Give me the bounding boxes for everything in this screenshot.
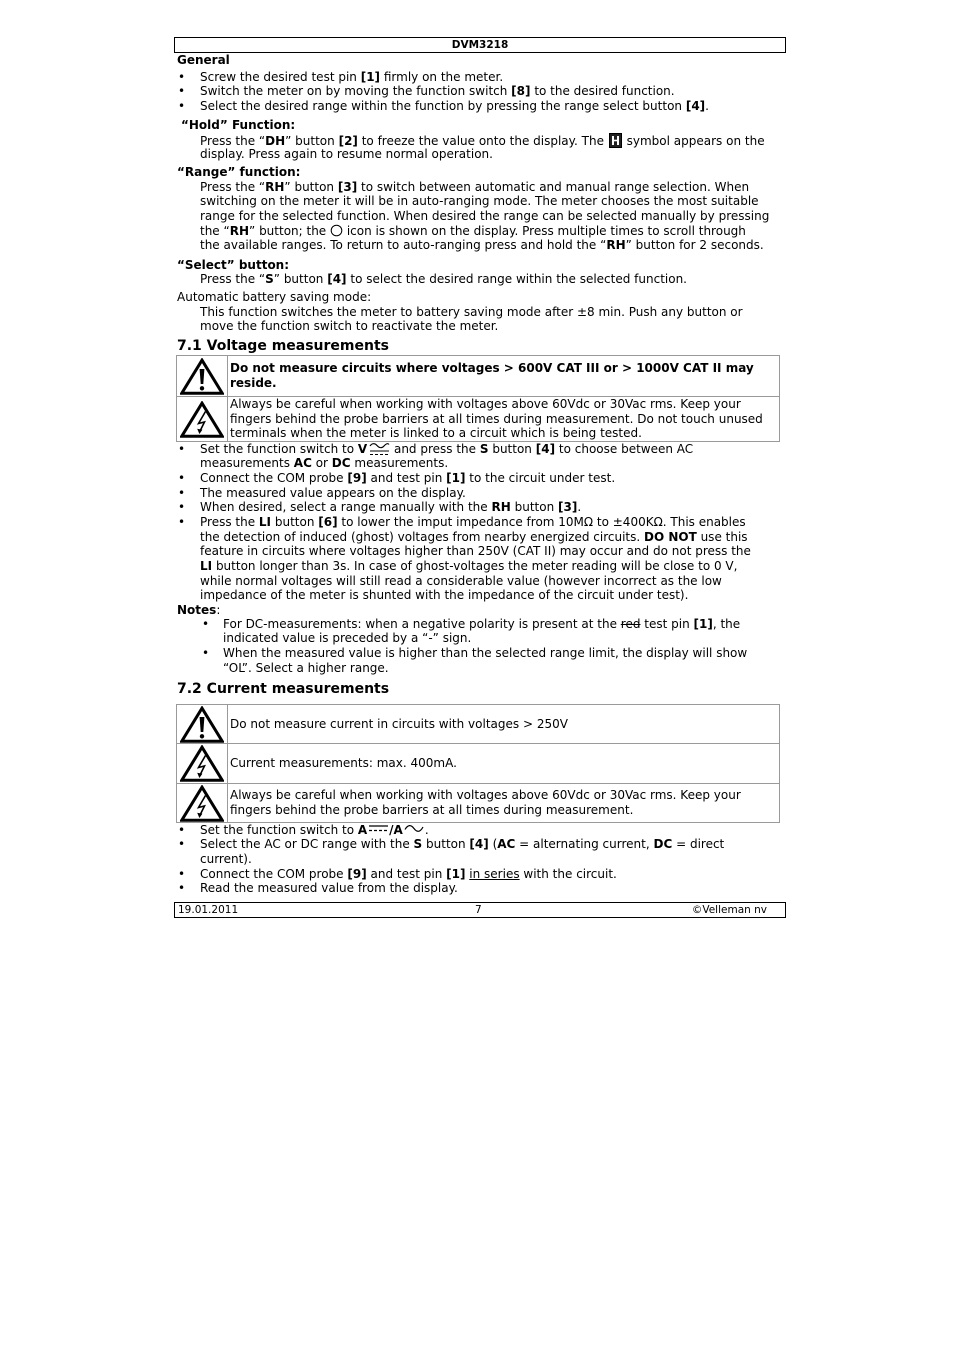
text-line — [230, 756, 779, 771]
text-run: to the circuit under test. — [465, 470, 616, 485]
text-line — [200, 574, 751, 589]
text-run: When the measured value is higher than the selected range limit, the display will show — [223, 645, 748, 660]
voltage-warning-table — [176, 355, 780, 442]
range-function-text — [200, 180, 769, 253]
bold-text: [1] — [446, 866, 466, 881]
text-line — [200, 486, 751, 501]
text-run: measurements. — [350, 456, 449, 471]
bold-text: AC — [293, 456, 312, 471]
voltage-bullet-list — [200, 442, 751, 604]
text-run: Read the measured value from the display. — [200, 881, 458, 896]
warning-row — [177, 744, 780, 784]
bullet-item — [200, 84, 709, 99]
bullet-item — [200, 881, 724, 896]
bold-text: [9] — [347, 866, 367, 881]
text-run: or — [311, 456, 332, 471]
underlined-text: in series — [469, 866, 520, 881]
bold-text: LI — [200, 559, 213, 574]
text-run: button — [422, 837, 470, 852]
text-line — [200, 133, 765, 148]
electric-shock-icon — [177, 744, 228, 784]
bold-text: A — [357, 822, 368, 837]
text-run: Switch the meter on by moving the function switch — [200, 84, 512, 99]
text-run: = alternating current, — [515, 837, 654, 852]
text-run: range for the selected function. When desired the range can be selected manually by pressing — [200, 208, 770, 223]
bold-text: [3] — [337, 179, 358, 194]
text-line — [200, 867, 724, 882]
bold-text: DC — [331, 456, 351, 471]
bold-text: [4] — [327, 271, 347, 286]
bullet-item — [200, 500, 751, 515]
notes-bullet-list — [223, 617, 747, 676]
select-button-heading: “Select” button: — [177, 257, 290, 272]
text-line — [200, 147, 765, 162]
bold-text: Notes — [177, 602, 217, 617]
text-line — [230, 397, 779, 412]
general-bullet-list — [200, 70, 709, 114]
text-line — [200, 224, 769, 239]
warning-row — [177, 397, 780, 442]
text-line — [230, 361, 779, 376]
text-line — [200, 442, 751, 457]
text-run: “OL”. Select a higher range. — [223, 660, 389, 675]
bold-text: [4] — [469, 837, 489, 852]
text-run: ” button; the — [249, 223, 331, 238]
text-run: to switch between automatic and manual range selection. When — [357, 179, 750, 194]
page-footer — [174, 902, 786, 918]
text-line — [223, 631, 747, 646]
text-line — [223, 646, 747, 661]
bold-text: [1] — [360, 69, 381, 84]
bold-text: LI — [258, 515, 272, 530]
bold-text: [4] — [685, 98, 706, 113]
text-run: button — [510, 500, 558, 515]
bold-text: [1] — [446, 470, 466, 485]
text-run: The measured value appears on the display. — [200, 485, 466, 500]
bullet-item — [200, 515, 751, 603]
bold-text: S — [265, 271, 274, 286]
notes-label — [177, 603, 220, 618]
range-function-heading: “Range” function: — [177, 164, 301, 179]
text-run: feature in circuits where voltages higher than 250V (CAT II) may occur and do not press the — [200, 544, 751, 559]
text-run: Current measurements: max. 400mA. — [230, 756, 457, 771]
text-run: Press the “ — [200, 179, 266, 194]
text-run: measurements — [200, 456, 294, 471]
page-header — [174, 37, 786, 53]
bold-text: [2] — [338, 133, 358, 148]
warning-text — [228, 744, 780, 784]
text-run: This function switches the meter to battery saving mode after ±8 min. Push any button or — [200, 304, 743, 319]
text-run: . — [577, 500, 582, 515]
text-line — [177, 603, 220, 618]
text-run: move the function switch to reactivate the meter. — [200, 319, 499, 334]
footer-copyright: ©Velleman nv — [691, 904, 767, 916]
text-run: fingers behind the probe barriers at all times during measurement. Do not touch unused — [230, 411, 763, 426]
text-run: with the circuit. — [519, 866, 617, 881]
text-run: button — [271, 515, 319, 530]
text-run: , the — [712, 616, 741, 631]
select-button-text — [200, 272, 687, 287]
text-run: When desired, select a range manually with the — [200, 500, 492, 515]
text-line — [200, 456, 751, 471]
bullet-item — [200, 70, 709, 85]
text-line — [200, 544, 751, 559]
text-line — [200, 70, 709, 85]
text-run: to lower the imput impedance from 10MΩ to ±400KΩ. This enables — [337, 515, 746, 530]
text-line — [230, 803, 779, 818]
text-line — [200, 84, 709, 99]
general-heading: General — [177, 52, 230, 67]
text-run: symbol appears on the — [622, 133, 765, 148]
text-line — [200, 471, 751, 486]
text-line — [200, 852, 724, 867]
ac-current-icon — [403, 824, 425, 833]
bullet-item — [200, 867, 724, 882]
text-run: switching on the meter it will be in auto-ranging mode. The meter chooses the most suitable — [200, 194, 759, 209]
text-run: ” button — [285, 133, 339, 148]
text-run: ” button — [284, 179, 338, 194]
text-run: to select the desired range within the selected function. — [346, 271, 687, 286]
text-run: Always be careful when working with voltages above 60Vdc or 30Vac rms. Keep your — [230, 397, 741, 411]
text-run: impedance of the meter is shunted with the impedance of the circuit under test). — [200, 588, 689, 603]
text-line — [230, 426, 779, 441]
bold-text: AC — [497, 837, 516, 852]
text-run: Connect the COM probe — [200, 470, 348, 485]
text-run: use this — [696, 529, 748, 544]
text-line — [200, 272, 687, 287]
bold-text: DO NOT — [643, 529, 697, 544]
text-run: = direct — [672, 837, 725, 852]
text-run: firmly on the meter. — [380, 69, 504, 84]
text-run: button longer than 3s. In case of ghost-voltages the meter reading will be close to 0 V, — [212, 559, 738, 574]
page-number: 7 — [475, 904, 482, 916]
bold-text: [9] — [347, 470, 367, 485]
text-run: . — [424, 822, 429, 837]
text-run: : — [216, 602, 221, 617]
warning-text — [228, 784, 780, 823]
hold-symbol-icon — [608, 133, 623, 148]
bold-text: [8] — [511, 84, 531, 99]
text-run: display. Press again to resume normal operation. — [200, 147, 493, 162]
text-line — [230, 717, 779, 732]
warning-text — [228, 397, 780, 442]
hold-function-text — [200, 133, 765, 162]
model-number: DVM3218 — [451, 39, 509, 51]
text-line — [200, 99, 709, 114]
bullet-item — [223, 617, 747, 646]
text-run: while normal voltages will still read a considerable value (however incorrect as the low — [200, 573, 722, 588]
bullet-item — [200, 486, 751, 501]
text-run: the detection of induced (ghost) voltages from nearby energized circuits. — [200, 529, 644, 544]
text-run: terminals when the meter is linked to a circuit which is being tested. — [230, 426, 642, 441]
bold-text: RH — [491, 500, 511, 515]
bullet-item — [200, 823, 724, 838]
bold-text: [4] — [535, 441, 556, 456]
footer-date: 19.01.2011 — [178, 904, 239, 916]
text-line — [230, 376, 779, 391]
text-line — [200, 500, 751, 515]
bold-text: S — [479, 441, 489, 456]
text-run: icon is shown on the display. Press multiple times to scroll through — [343, 223, 746, 238]
text-line — [200, 180, 769, 195]
text-run: fingers behind the probe barriers at all times during measurement. — [230, 803, 634, 817]
bold-text: [3] — [558, 500, 578, 515]
text-run: Screw the desired test pin — [200, 69, 361, 84]
text-line — [200, 305, 743, 320]
text-run: and press the — [390, 441, 480, 456]
voltage-section-title: 7.1 Voltage measurements — [177, 338, 389, 354]
text-run: current). — [200, 851, 252, 866]
bullet-item — [200, 837, 724, 866]
current-warning-table — [176, 704, 780, 823]
text-run: button — [488, 441, 536, 456]
bold-text: DH — [265, 133, 286, 148]
text-line — [200, 209, 769, 224]
text-run: to the desired function. — [530, 84, 675, 99]
battery-saving-heading: Automatic battery saving mode: — [177, 289, 372, 304]
bold-text: DC — [653, 837, 673, 852]
text-line — [223, 661, 747, 676]
electric-shock-icon — [177, 784, 228, 823]
bold-text: Do not measure circuits where voltages > 600V CAT III or > 1000V CAT II may — [230, 361, 754, 376]
bullet-item — [223, 646, 747, 675]
current-bullet-list — [200, 823, 724, 896]
text-run: to freeze the value onto the display. The — [357, 133, 608, 148]
text-line — [200, 530, 751, 545]
text-line — [200, 881, 724, 896]
current-section-title: 7.2 Current measurements — [177, 681, 390, 697]
bullet-item — [200, 471, 751, 486]
text-run: to choose between AC — [555, 441, 694, 456]
text-run: Connect the COM probe — [200, 866, 348, 881]
text-run: test pin — [640, 616, 694, 631]
text-line — [200, 559, 751, 574]
text-run: Select the AC or DC range with the — [200, 837, 414, 852]
bold-text: [6] — [318, 515, 338, 530]
text-line — [230, 412, 779, 427]
warning-row — [177, 784, 780, 823]
bullet-item — [200, 99, 709, 114]
manual-range-circle-icon — [330, 224, 343, 237]
text-run: Press the — [200, 515, 259, 530]
text-run: ( — [488, 837, 498, 852]
ac-dc-voltage-icon — [367, 442, 390, 457]
text-run: Select the desired range within the function by pressing the range select button — [200, 98, 686, 113]
bold-text: [1] — [693, 616, 713, 631]
warning-row — [177, 356, 780, 397]
warning-exclamation-icon — [177, 705, 228, 744]
bold-text: reside. — [230, 376, 277, 390]
bold-text: RH — [606, 238, 626, 253]
warning-text — [228, 356, 780, 397]
text-line — [200, 823, 724, 838]
text-run: the “ — [200, 223, 230, 238]
text-run: Press the “ — [200, 271, 266, 286]
warning-row — [177, 705, 780, 744]
text-line — [200, 238, 769, 253]
bold-text: V — [357, 441, 368, 456]
text-run: ” button — [273, 271, 328, 286]
text-line — [200, 515, 751, 530]
battery-saving-text — [200, 305, 743, 334]
text-run: Do not measure current in circuits with voltages > 250V — [230, 716, 568, 731]
warning-exclamation-icon — [177, 356, 228, 397]
electric-shock-icon — [177, 397, 228, 442]
text-run: and test pin — [366, 470, 447, 485]
dc-current-icon — [367, 824, 389, 833]
text-run: indicated value is preceded by a “-” sign. — [223, 631, 472, 646]
bold-text: S — [413, 837, 423, 852]
text-line — [200, 194, 769, 209]
warning-text — [228, 705, 780, 744]
text-line — [230, 788, 779, 803]
text-line — [223, 617, 747, 632]
text-line — [200, 588, 751, 603]
text-run: Always be careful when working with voltages above 60Vdc or 30Vac rms. Keep your — [230, 788, 741, 803]
text-run: ” button for 2 seconds. — [625, 238, 764, 253]
bullet-item — [200, 442, 751, 471]
text-run: . — [705, 98, 709, 113]
hold-function-heading: “Hold” Function: — [181, 117, 296, 132]
text-run: Press the “ — [200, 133, 266, 148]
struck-text: red — [620, 616, 641, 631]
text-run: Set the function switch to — [200, 441, 358, 456]
text-line — [200, 319, 743, 334]
bold-text: RH — [265, 179, 285, 194]
bold-text: /A — [389, 822, 403, 837]
text-run: the available ranges. To return to auto-ranging press and hold the “ — [200, 238, 607, 253]
text-run: Set the function switch to — [200, 822, 358, 837]
text-run: and test pin — [366, 866, 447, 881]
text-run: For DC-measurements: when a negative polarity is present at the — [223, 616, 621, 631]
text-line — [200, 837, 724, 852]
bold-text: RH — [229, 223, 250, 238]
